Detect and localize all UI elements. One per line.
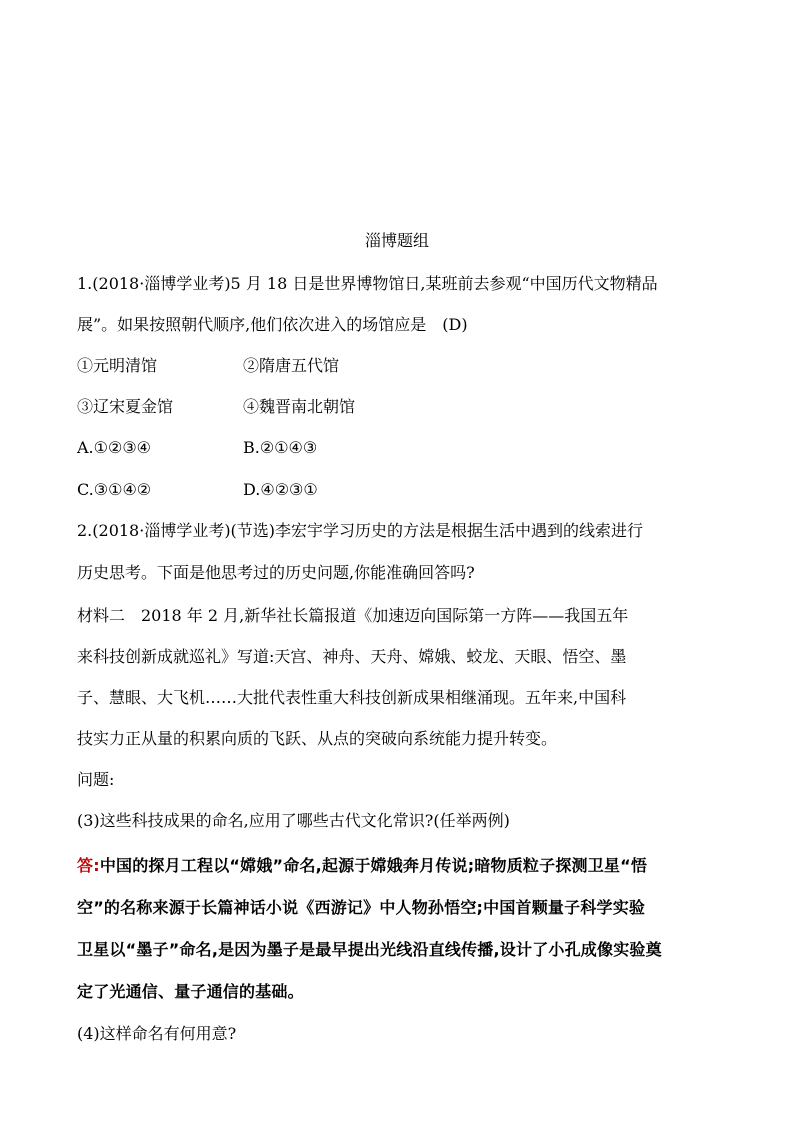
q2-question-label: 问题: bbox=[77, 770, 115, 789]
q2-sub-question-3: (3)这些科技成果的命名,应用了哪些古代文化常识?(任举两例) bbox=[77, 811, 510, 830]
q2-sub-question-4: (4)这样命名有何用意? bbox=[77, 1024, 237, 1043]
q1-stem-line1: 1.(2018·淄博学业考)5 月 18 日是世界博物馆日,某班前去参观“中国历代文物精品 bbox=[77, 274, 658, 293]
q2-material-line1: 材料二 2018 年 2 月,新华社长篇报道《加速迈向国际第一方阵——我国五年 bbox=[77, 606, 629, 625]
q1-choice-b: B.②①④③ bbox=[243, 438, 318, 457]
q2-answer-line1 bbox=[77, 855, 647, 877]
answer-text-1: 中国的探月工程以“嫦娥”命名,起源于嫦娥奔月传说;暗物质粒子探测卫星“悟 bbox=[99, 856, 648, 875]
q2-stem-line1: 2.(2018·淄博学业考)(节选)李宏宇学习历史的方法是根据生活中遇到的线索进行 bbox=[77, 521, 644, 540]
q1-stem-line2: 展”。如果按照朝代顺序,他们依次进入的场馆应是 (D) bbox=[77, 315, 468, 334]
q1-option-4: ④魏晋南北朝馆 bbox=[243, 397, 356, 416]
q1-option-3: ③辽宋夏金馆 bbox=[77, 397, 174, 416]
q2-answer-line2: 空”的名称来源于长篇神话小说《西游记》中人物孙悟空;中国首颗量子科学实验 bbox=[77, 898, 646, 917]
q1-choice-d: D.④②③① bbox=[243, 480, 318, 499]
q1-choice-a: A.①②③④ bbox=[77, 438, 152, 457]
answer-label: 答: bbox=[77, 856, 100, 875]
q2-answer-line4: 定了光通信、量子通信的基础。 bbox=[77, 982, 304, 1001]
q2-material-line2: 来科技创新成就巡礼》写道:天宫、神舟、天舟、嫦娥、蛟龙、天眼、悟空、墨 bbox=[77, 647, 627, 666]
q2-answer-line3: 卫星以“墨子”命名,是因为墨子是最早提出光线沿直线传播,设计了小孔成像实验奠 bbox=[77, 940, 662, 959]
section-title: 淄博题组 bbox=[364, 231, 429, 250]
q1-choice-c: C.③①④② bbox=[77, 480, 152, 499]
q2-material-line4: 技实力正从量的积累向质的飞跃、从点的突破向系统能力提升转变。 bbox=[77, 729, 558, 748]
q2-material-line3: 子、慧眼、大飞机……大批代表性重大科技创新成果相继涌现。五年来,中国科 bbox=[77, 688, 627, 707]
q1-option-1: ①元明清馆 bbox=[77, 356, 158, 375]
q2-stem-line2: 历史思考。下面是他思考过的历史问题,你能准确回答吗? bbox=[77, 563, 475, 582]
q1-option-2: ②隋唐五代馆 bbox=[243, 356, 340, 375]
